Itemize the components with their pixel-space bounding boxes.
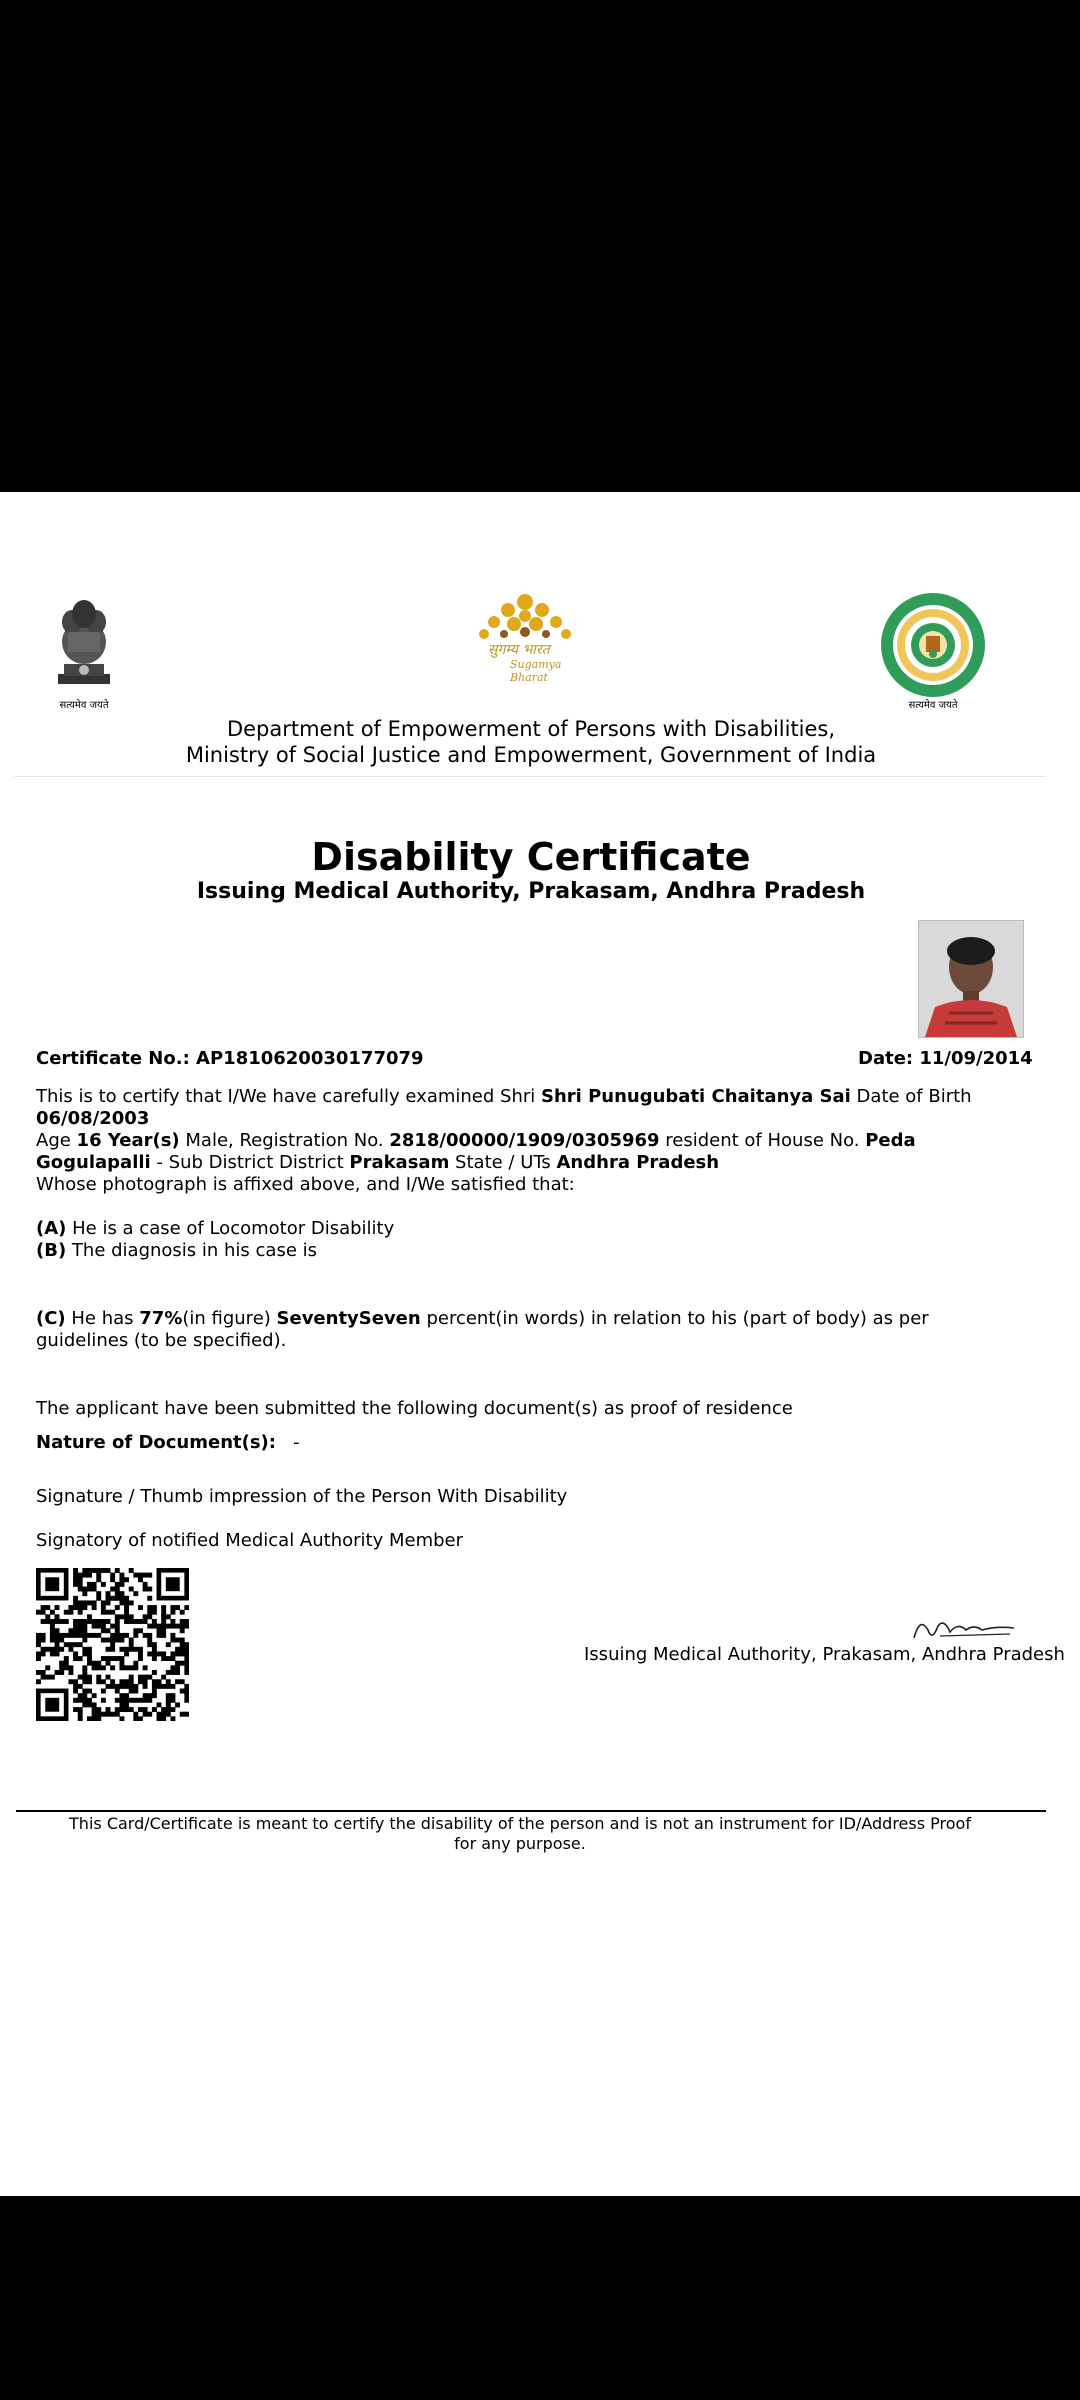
signatory-line: Signatory of notified Medical Authority Member bbox=[36, 1530, 463, 1551]
andhra-pradesh-emblem-logo: सत्यमेव जयते bbox=[878, 590, 988, 712]
certificate-title: Disability Certificate bbox=[311, 835, 751, 879]
issuing-authority-subtitle: Issuing Medical Authority, Prakasam, Andhra Pradesh bbox=[196, 879, 866, 904]
age-value: 16 Year(s) bbox=[76, 1130, 180, 1151]
applicant-name: Shri Punugubati Chaitanya Sai bbox=[540, 1086, 851, 1107]
qr-code bbox=[36, 1568, 189, 1721]
registration-number: 2818/00000/1909/0305969 bbox=[389, 1130, 660, 1151]
pwd-signature-line: Signature / Thumb impression of the Person With Disability bbox=[36, 1486, 568, 1507]
department-line-1: Department of Empowerment of Persons with Disabilities, bbox=[226, 717, 836, 741]
applicant-photo bbox=[918, 920, 1024, 1038]
date-of-birth: 06/08/2003 bbox=[36, 1108, 150, 1129]
department-line-2: Ministry of Social Justice and Empowerment, Government of India bbox=[185, 743, 877, 767]
percent-words: SeventySeven bbox=[276, 1308, 421, 1329]
national-emblem-logo: सत्यमेव जयते bbox=[44, 592, 124, 710]
issuing-authority-sign-caption: Issuing Medical Authority, Prakasam, Andhra Pradesh bbox=[584, 1644, 1065, 1665]
disclaimer-text: This Card/Certificate is meant to certify the disability of the person and is not an instrument for ID/Address Proof for any purpose. bbox=[69, 1814, 971, 1853]
certification-paragraph: This is to certify that I/We have carefully examined Shri Shri Punugubati Chaitanya Sai Date of Birth 06/08/2003 Age 16 Year(s) Male, Registration No. 2818/00000/1909/0305969 resident of House No. Peda Gogulapalli - Sub District District Prakasam State / UTs Andhra Pradesh Whose photograph is affixed above, and I/We satisfied that: bbox=[36, 1086, 972, 1195]
header-divider bbox=[14, 776, 1046, 777]
clause-b: (B) The diagnosis in his case is bbox=[36, 1240, 318, 1261]
sugamya-bharat-logo: सुगम्य भारत Sugamya Bharat bbox=[470, 588, 580, 684]
certificate-page bbox=[0, 492, 1080, 2196]
authority-signature bbox=[910, 1612, 1020, 1646]
district-value: Prakasam bbox=[349, 1152, 450, 1173]
footer-divider bbox=[16, 1810, 1046, 1812]
residence-proof-line: The applicant have been submitted the following document(s) as proof of residence bbox=[36, 1398, 793, 1419]
percent-figure: 77% bbox=[139, 1308, 183, 1329]
clause-a: (A) He is a case of Locomotor Disability bbox=[36, 1218, 395, 1239]
certificate-date: Date: 11/09/2014 bbox=[858, 1048, 1033, 1069]
nature-of-documents: Nature of Document(s): - bbox=[36, 1432, 300, 1453]
clause-c: (C) He has 77%(in figure) SeventySeven percent(in words) in relation to his (part of body) as per guidelines (to be specified). bbox=[36, 1308, 929, 1351]
state-value: Andhra Pradesh bbox=[556, 1152, 720, 1173]
house-value: Peda Gogulapalli bbox=[36, 1130, 916, 1173]
certificate-number: Certificate No.: AP1810620030177079 bbox=[36, 1048, 424, 1069]
